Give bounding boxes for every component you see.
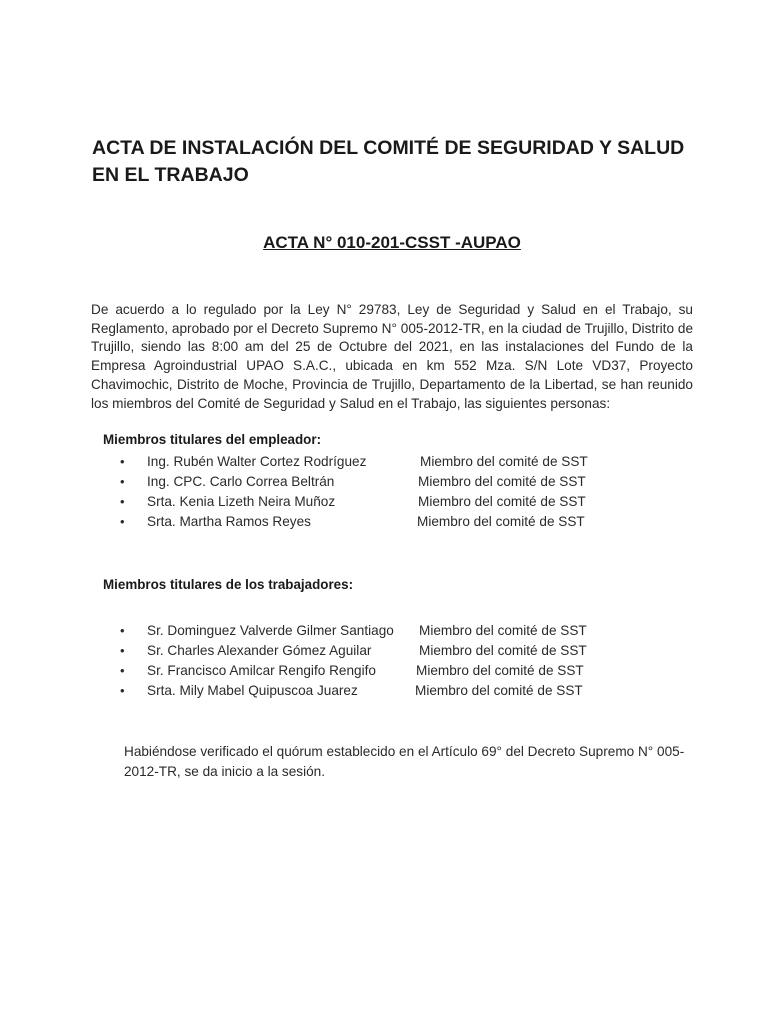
member-role: Miembro del comité de SST — [419, 623, 587, 638]
bullet-icon: • — [120, 643, 125, 658]
member-name: Srta. Kenia Lizeth Neira Muñoz — [147, 494, 336, 509]
member-name: Ing. CPC. Carlo Correa Beltrán — [147, 474, 335, 489]
member-role: Miembro del comité de SST — [417, 514, 585, 529]
closing-paragraph: Habiéndose verificado el quórum establecido en el Artículo 69° del Decreto Supremo N° 005-2012-TR, se da inicio a la sesión. — [124, 744, 685, 779]
member-role: Miembro del comité de SST — [419, 643, 587, 658]
member-name: Sr. Dominguez Valverde Gilmer Santiago — [147, 623, 394, 638]
bullet-icon: • — [120, 683, 125, 698]
member-name: Srta. Mily Mabel Quipuscoa Juarez — [147, 683, 358, 698]
member-name: Sr. Francisco Amilcar Rengifo Rengifo — [147, 663, 376, 678]
bullet-icon: • — [120, 474, 125, 489]
bullet-icon: • — [120, 623, 125, 638]
member-role: Miembro del comité de SST — [418, 474, 586, 489]
intro-paragraph: De acuerdo a lo regulado por la Ley N° 29783, Ley de Seguridad y Salud en el Trabajo, su Reglamento, aprobado por el Decreto Supremo N° 005-2012-TR, en la ciudad de Trujillo, Distrito de Trujillo, siendo las 8:00 am del 25 de Octubre del 2021, en las instalaciones del Fundo de la Empresa Agroindustrial UPAO S.A.C., ubicada en km 552 Mza. S/N Lote VD37, Proyecto Chavimochic, Distrito de Moche, Provincia de Trujillo, Departamento de la Libertad, se han reunido los miembros del Comité de Seguridad y Salud en el Trabajo, las siguientes personas: — [91, 302, 693, 411]
acta-number: ACTA N° 010-201-CSST -AUPAO — [263, 233, 521, 252]
member-role: Miembro del comité de SST — [418, 494, 586, 509]
bullet-icon: • — [120, 454, 125, 469]
bullet-icon: • — [120, 494, 125, 509]
workers-members-heading: Miembros titulares de los trabajadores: — [103, 577, 354, 592]
bullet-icon: • — [120, 663, 125, 678]
member-role: Miembro del comité de SST — [415, 683, 583, 698]
bullet-icon: • — [120, 514, 125, 529]
member-name: Srta. Martha Ramos Reyes — [147, 514, 311, 529]
employer-members-heading: Miembros titulares del empleador: — [103, 432, 322, 447]
member-role: Miembro del comité de SST — [416, 663, 584, 678]
member-name: Sr. Charles Alexander Gómez Aguilar — [147, 643, 372, 658]
document-title: ACTA DE INSTALACIÓN DEL COMITÉ DE SEGURIDAD Y SALUD EN EL TRABAJO — [92, 137, 685, 186]
member-role: Miembro del comité de SST — [420, 454, 588, 469]
member-name: Ing. Rubén Walter Cortez Rodríguez — [147, 454, 367, 469]
